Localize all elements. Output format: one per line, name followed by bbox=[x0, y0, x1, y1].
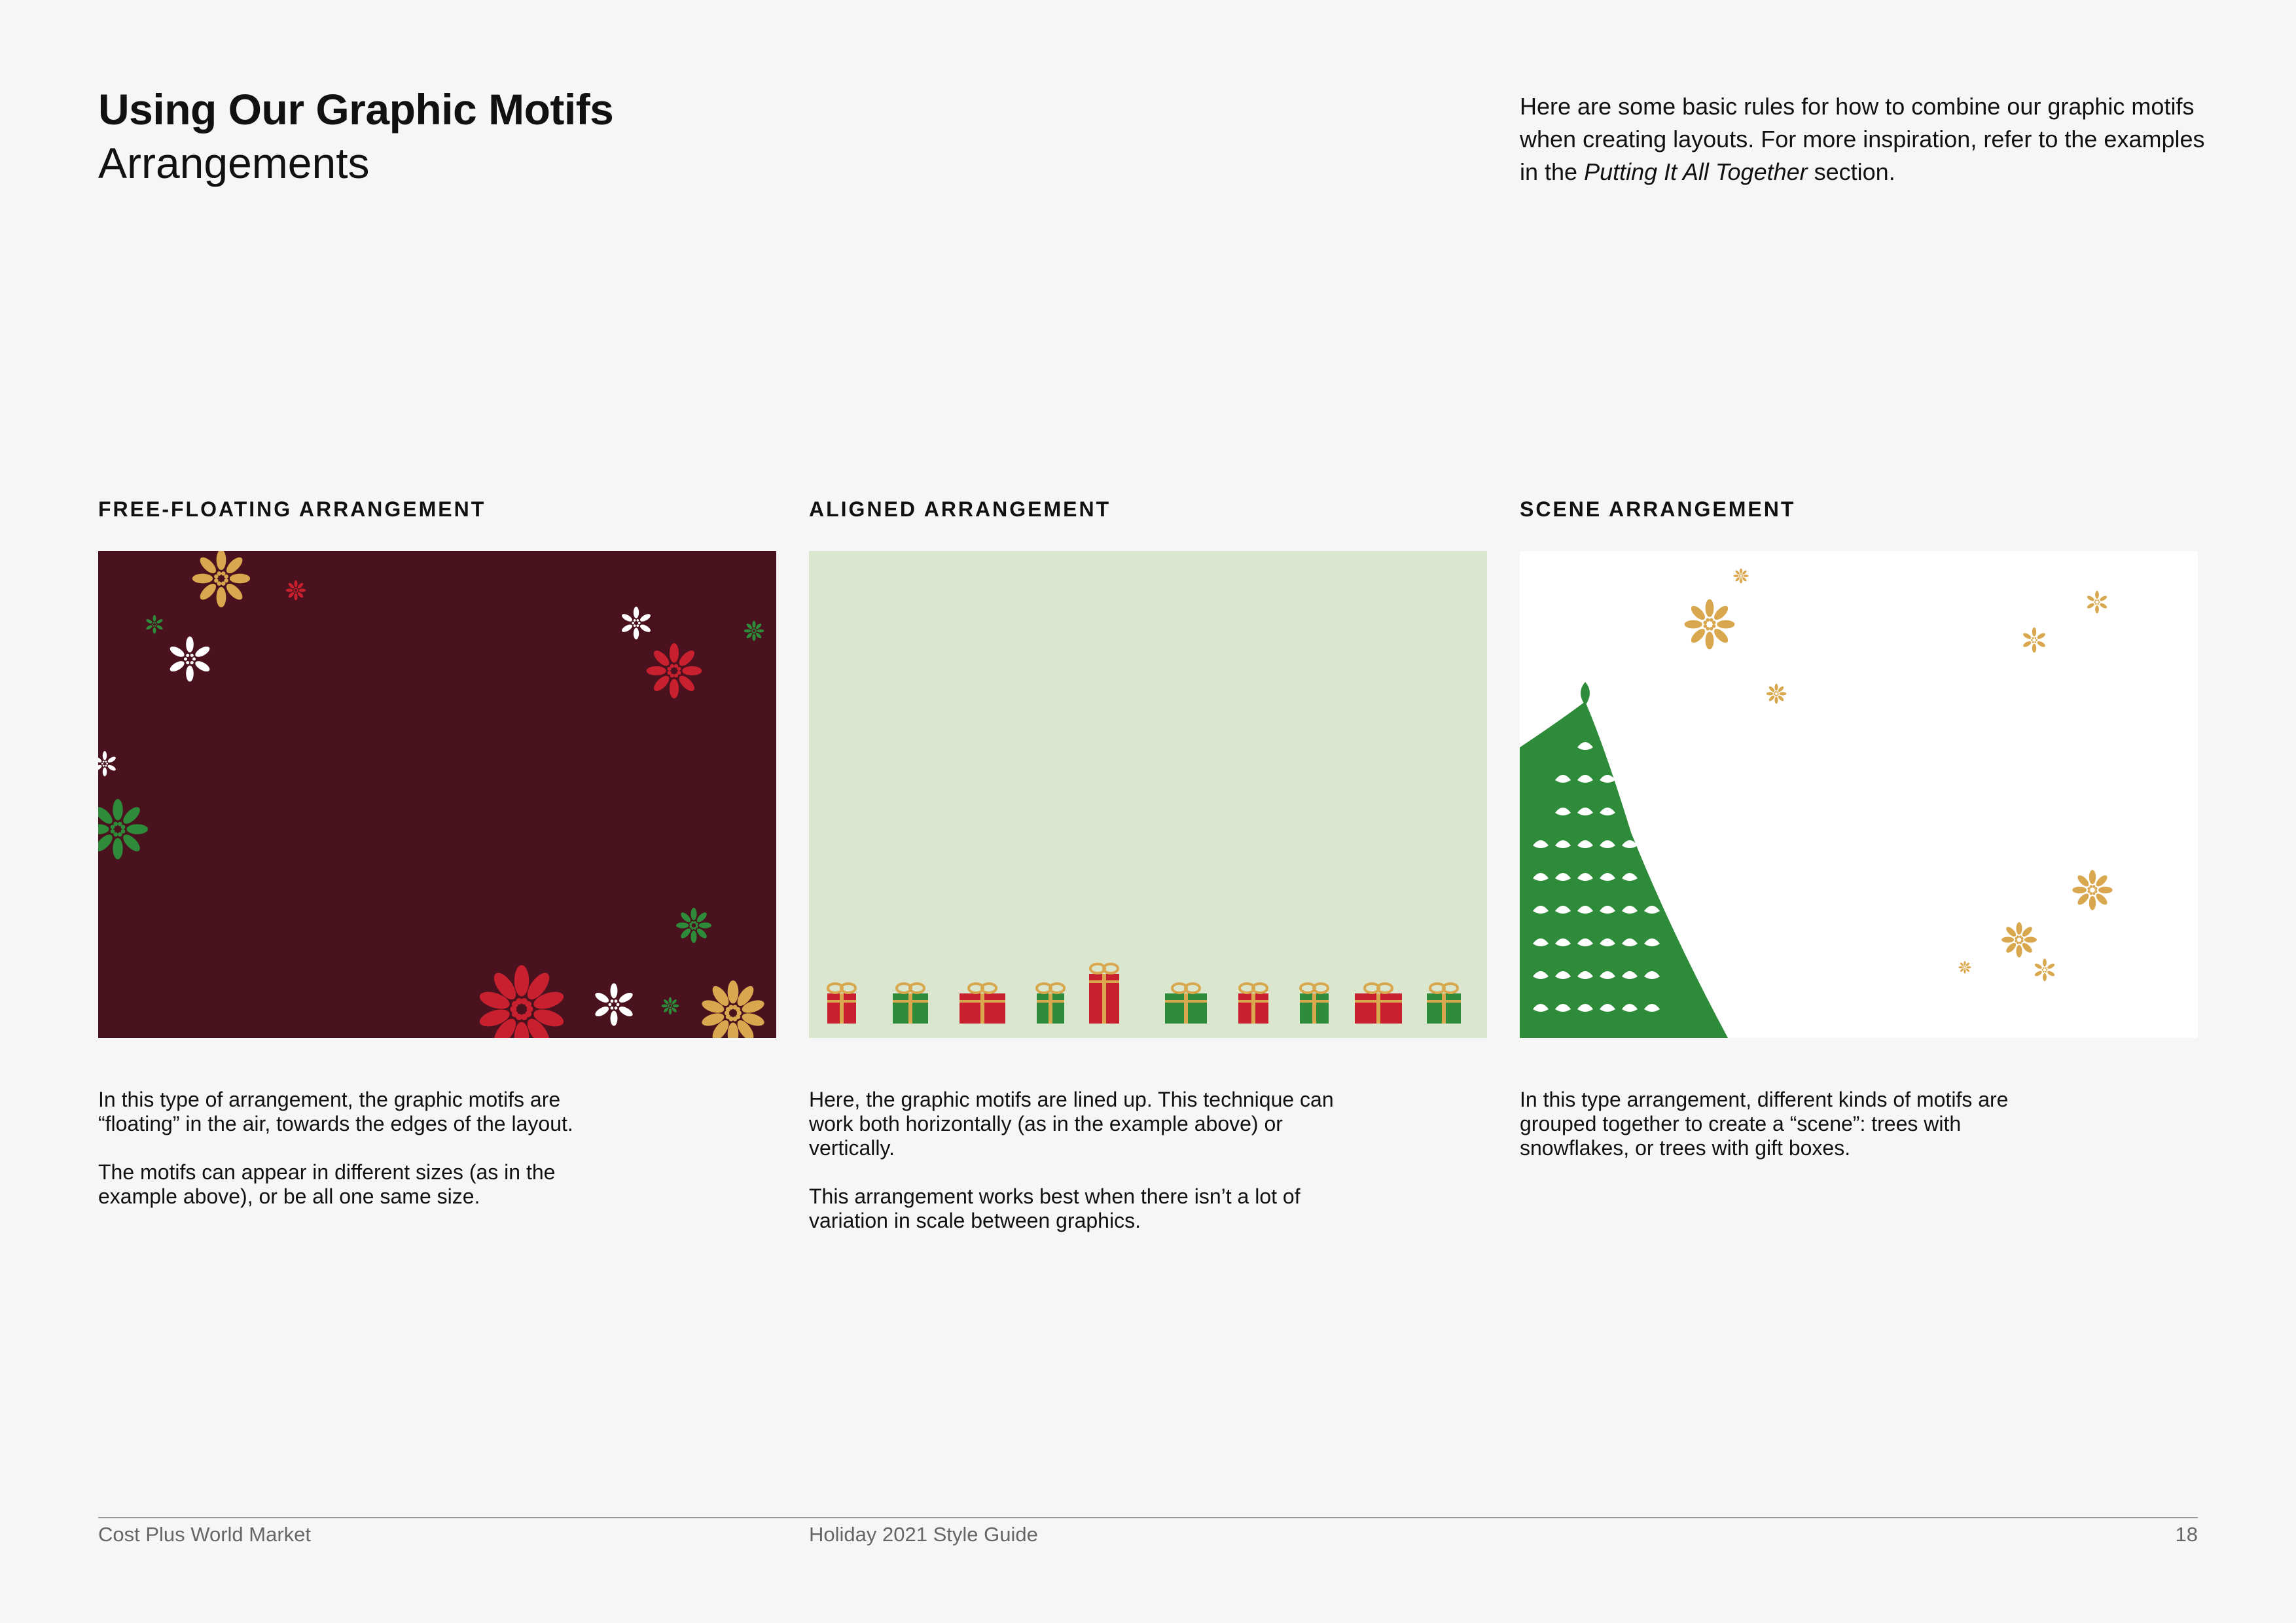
description-free-floating bbox=[98, 1088, 635, 1209]
description-paragraph: In this type arrangement, different kinds of motifs are grouped together to create a “scene”: trees with snowflakes, or trees with gift boxes. bbox=[1520, 1088, 2009, 1160]
description-paragraph: Here, the graphic motifs are lined up. This technique can work both horizontally (as in the example above) or vertically. bbox=[809, 1088, 1334, 1160]
heading-free-floating: FREE-FLOATING ARRANGEMENT bbox=[98, 497, 486, 521]
footer-brand: Cost Plus World Market bbox=[98, 1523, 312, 1546]
description-paragraph: The motifs can appear in different sizes (as in the example above), or be all one same size. bbox=[98, 1160, 556, 1208]
footer-divider bbox=[98, 1517, 2198, 1518]
page-subtitle: Arrangements bbox=[98, 139, 370, 187]
description-scene bbox=[1520, 1088, 2056, 1160]
description-paragraph: In this type of arrangement, the graphic motifs are “floating” in the air, towards the edges of the layout. bbox=[98, 1088, 573, 1135]
intro-text-end: section. bbox=[1807, 158, 1895, 185]
heading-aligned: ALIGNED ARRANGEMENT bbox=[809, 497, 1111, 521]
aligned-illustration bbox=[809, 551, 1487, 1038]
gift-box-icon bbox=[893, 984, 928, 1024]
panel-background bbox=[98, 551, 776, 1038]
heading-scene: SCENE ARRANGEMENT bbox=[1520, 497, 1796, 521]
footer-document-title: Holiday 2021 Style Guide bbox=[809, 1523, 1038, 1546]
intro-text-start: Here are some basic rules for how to combine our graphic motifs when creating layouts. For more inspiration, refer to the examples in the bbox=[1520, 93, 2205, 185]
description-paragraph: This arrangement works best when there isn’t a lot of variation in scale between graphics. bbox=[809, 1185, 1300, 1232]
intro-text bbox=[1520, 90, 2227, 188]
gift-box-icon bbox=[1427, 984, 1461, 1024]
page-title: Using Our Graphic Motifs bbox=[98, 85, 614, 134]
intro-section-reference: Putting It All Together bbox=[1584, 158, 1808, 185]
scene-example bbox=[1520, 551, 2198, 1038]
scene-illustration bbox=[1520, 551, 2198, 1038]
page-number: 18 bbox=[2175, 1523, 2198, 1546]
panel-background bbox=[809, 551, 1487, 1038]
aligned-example bbox=[809, 551, 1487, 1038]
description-aligned bbox=[809, 1088, 1346, 1233]
gift-box-icon bbox=[1165, 984, 1207, 1024]
free-floating-illustration bbox=[98, 551, 776, 1038]
free-floating-example bbox=[98, 551, 776, 1038]
